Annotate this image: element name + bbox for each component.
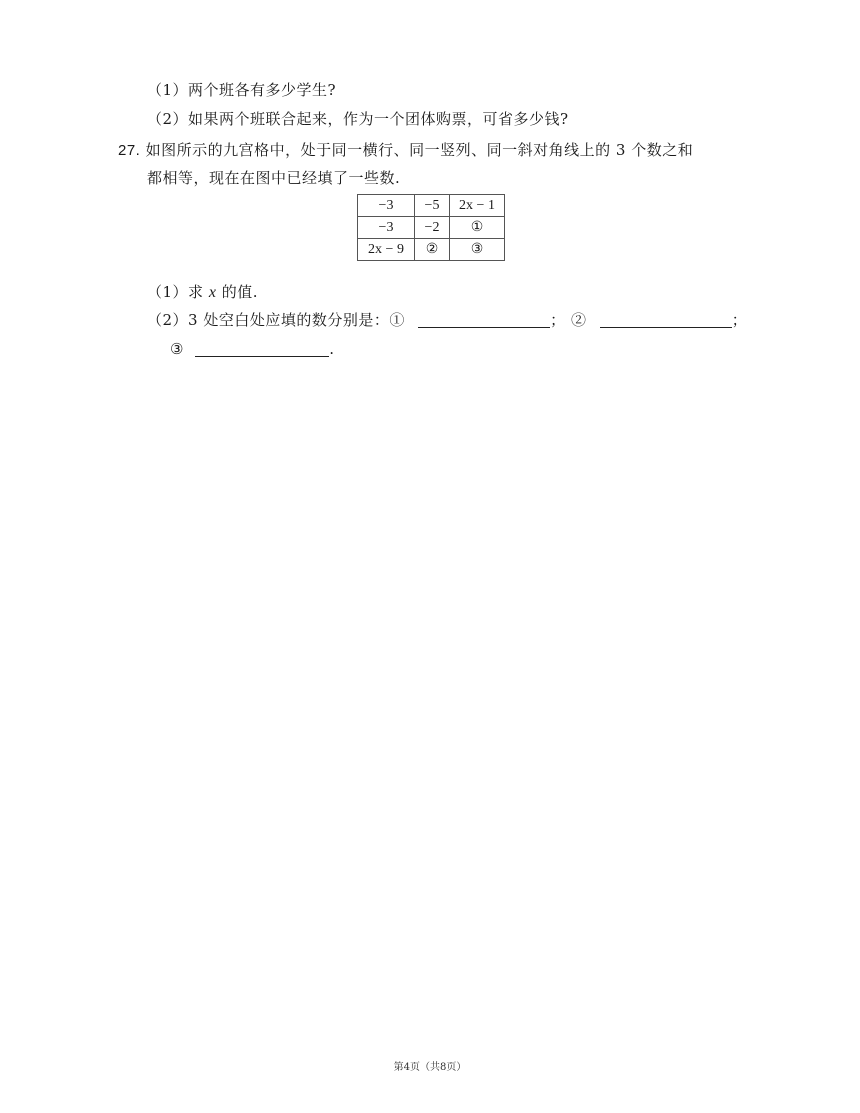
nine-square-grid <box>357 194 505 261</box>
grid-cell: −2 <box>415 217 450 239</box>
grid-row <box>358 239 505 261</box>
grid-cell: ③ <box>450 239 505 261</box>
question-stem: 如图所示的九宫格中，处于同一横行、同一竖列、同一斜对角线上的 3 个数之和 <box>145 141 694 159</box>
answer-blank-3[interactable] <box>195 340 329 357</box>
part2-text: （2）3 处空白处应填的数分别是：① <box>147 311 405 329</box>
variable-x: x <box>208 284 217 301</box>
question-27-stem-line2: 都相等，现在在图中已经填了一些数. <box>147 169 401 187</box>
grid-cell: ① <box>450 217 505 239</box>
end-period: . <box>329 340 335 358</box>
part1-suffix: 的值. <box>221 283 258 301</box>
separator: ； <box>550 311 566 329</box>
grid-row <box>358 217 505 239</box>
answer-blank-1[interactable] <box>418 311 550 328</box>
question-27-stem-line1 <box>118 140 693 161</box>
grid-cell: −3 <box>358 195 415 217</box>
answer-blank-2[interactable] <box>600 311 732 328</box>
circled-2: ② <box>570 311 587 329</box>
grid-cell: 2x − 9 <box>358 239 415 261</box>
grid-cell: −5 <box>415 195 450 217</box>
question-27-part2-cont <box>170 339 335 359</box>
question-27-part2 <box>147 310 747 330</box>
circled-3: ③ <box>170 340 184 358</box>
page-footer: 第4页（共8页） <box>393 1062 467 1073</box>
grid-cell: ② <box>415 239 450 261</box>
separator: ； <box>731 311 748 329</box>
prev-question-part1: （1）两个班各有多少学生? <box>147 81 337 99</box>
grid-cell: 2x − 1 <box>450 195 505 217</box>
part1-prefix: （1）求 <box>147 283 204 301</box>
prev-question-part2: （2）如果两个班联合起来，作为一个团体购票，可省多少钱? <box>147 110 569 128</box>
question-27-part1 <box>147 282 258 303</box>
question-number: 27. <box>118 142 141 159</box>
grid-cell: −3 <box>358 217 415 239</box>
grid-row <box>358 195 505 217</box>
